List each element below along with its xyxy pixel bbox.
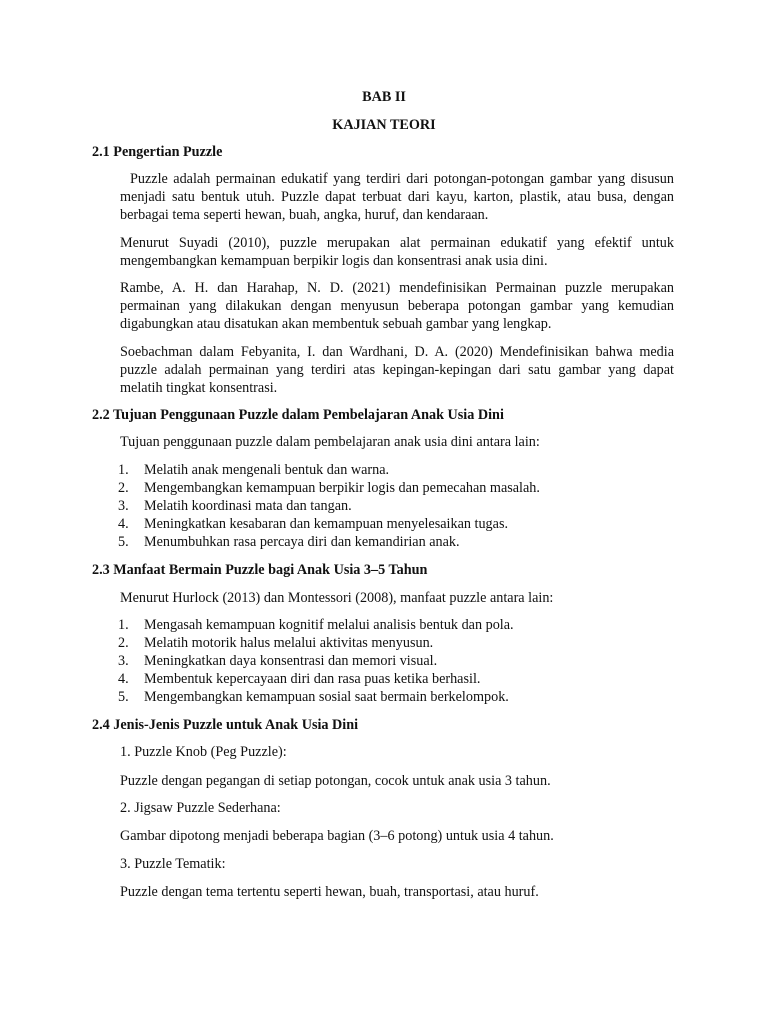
list-text: Meningkatkan kesabaran dan kemampuan menyelesaikan tugas. [144, 516, 509, 532]
section-heading-2-2: 2.2 Tujuan Penggunaan Puzzle dalam Pembelajaran Anak Usia Dini [92, 407, 504, 423]
list-item [118, 652, 514, 670]
tujuan-list [118, 461, 540, 551]
list-item [118, 688, 514, 706]
manfaat-list [118, 616, 514, 706]
list-number: 5. [118, 534, 129, 550]
list-number: 2. [118, 480, 129, 496]
puzzle-type-label: 1. Puzzle Knob (Peg Puzzle): [120, 744, 287, 760]
list-item [118, 634, 514, 652]
paragraph-suyadi: Menurut Suyadi (2010), puzzle merupakan alat permainan edukatif yang efektif untuk mengembangkan kemampuan berpikir logis dan konsentrasi anak usia dini. [120, 235, 674, 269]
list-text: Membentuk kepercayaan diri dan rasa puas ketika berhasil. [144, 671, 481, 687]
list-text: Mengasah kemampuan kognitif melalui analisis bentuk dan pola. [144, 617, 514, 633]
section-heading-2-1: 2.1 Pengertian Puzzle [92, 144, 223, 160]
list-text: Mengembangkan kemampuan sosial saat bermain berkelompok. [144, 689, 509, 705]
list-item [118, 515, 540, 533]
list-number: 1. [118, 617, 129, 633]
paragraph-puzzle-definition: Puzzle adalah permainan edukatif yang terdiri dari potongan-potongan gambar yang disusun menjadi satu bentuk utuh. Puzzle dapat terbuat dari kayu, karton, plastik, atau busa, dengan berbagai tema seperti hewan, buah, angka, huruf, dan kendaraan. [120, 171, 674, 223]
list-text: Meningkatkan daya konsentrasi dan memori visual. [144, 653, 438, 669]
chapter-title: KAJIAN TEORI [332, 117, 436, 133]
list-item [118, 670, 514, 688]
list-text: Mengembangkan kemampuan berpikir logis dan pemecahan masalah. [144, 480, 540, 496]
list-number: 2. [118, 635, 129, 651]
list-text: Melatih koordinasi mata dan tangan. [144, 498, 352, 514]
section-heading-2-4: 2.4 Jenis-Jenis Puzzle untuk Anak Usia Dini [92, 717, 359, 733]
list-item [118, 479, 540, 497]
list-number: 4. [118, 516, 129, 532]
list-item [118, 533, 540, 551]
list-item [118, 616, 514, 634]
list-item [118, 461, 540, 479]
puzzle-type-description: Puzzle dengan tema tertentu seperti hewan, buah, transportasi, atau huruf. [120, 884, 539, 900]
list-number: 3. [118, 653, 129, 669]
list-number: 4. [118, 671, 129, 687]
paragraph-tujuan-intro: Tujuan penggunaan puzzle dalam pembelajaran anak usia dini antara lain: [120, 434, 540, 450]
list-text: Menumbuhkan rasa percaya diri dan kemandirian anak. [144, 534, 460, 550]
list-number: 3. [118, 498, 129, 514]
section-heading-2-3: 2.3 Manfaat Bermain Puzzle bagi Anak Usia 3–5 Tahun [92, 562, 428, 578]
list-text: Melatih anak mengenali bentuk dan warna. [144, 462, 390, 478]
list-number: 1. [118, 462, 129, 478]
paragraph-manfaat-intro: Menurut Hurlock (2013) dan Montessori (2008), manfaat puzzle antara lain: [120, 590, 554, 606]
puzzle-type-description: Gambar dipotong menjadi beberapa bagian (3–6 potong) untuk usia 4 tahun. [120, 828, 554, 844]
puzzle-type-label: 3. Puzzle Tematik: [120, 856, 226, 872]
list-text: Melatih motorik halus melalui aktivitas menyusun. [144, 635, 434, 651]
list-number: 5. [118, 689, 129, 705]
paragraph-soebachman: Soebachman dalam Febyanita, I. dan Wardhani, D. A. (2020) Mendefinisikan bahwa media puzzle adalah permainan yang terdiri atas kepingan-kepingan dari satu gambar yang dapat melatih tingkat konsentrasi. [120, 344, 674, 396]
chapter-label: BAB II [362, 89, 406, 105]
puzzle-type-description: Puzzle dengan pegangan di setiap potongan, cocok untuk anak usia 3 tahun. [120, 773, 551, 789]
puzzle-type-label: 2. Jigsaw Puzzle Sederhana: [120, 800, 281, 816]
list-item [118, 497, 540, 515]
paragraph-rambe: Rambe, A. H. dan Harahap, N. D. (2021) mendefinisikan Permainan puzzle merupakan permainan yang dilakukan dengan menyusun beberapa potongan gambar yang kemudian digabungkan atau disatukan akan membentuk sebuah gambar yang lengkap. [120, 280, 674, 332]
